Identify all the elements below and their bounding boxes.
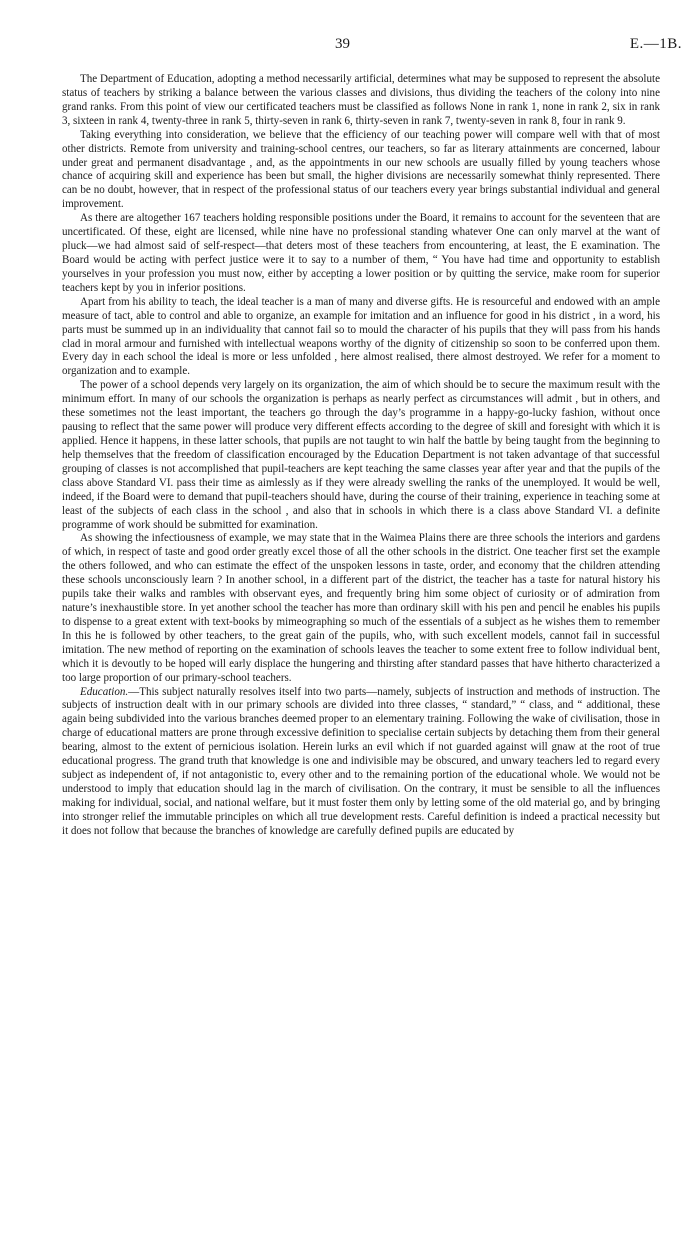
education-text: —This subject naturally resolves itself into two parts—namely, subjects of instruction and methods of instruction. The subjects of instruction dealt with in our primary schools are divided into three classes, “ standard,” “ class, and “ additional, these again being subdivided into the various branches deemed proper to an elementary training. Following the wake of civilisation, those in charge of educational matters are prone through excessive definition to specialise certain subjects by detaching them from their general bearing, almost to the extent of pernicious isolation. Herein lurks an evil which if not guarded against will gnaw at the root of true educational progress. The grand truth that knowledge is one and indivisible may be obscured, and unwary teachers led to regard every subject as independent of, if not antagonistic to, every other and to the remaining portion of the educational whole. We would not be understood to imply that education should lag in the march of civilisation. On the contrary, it must be sensible to all the influences making for individual, social, and national welfare, but it must foster them only by letting some of the old material go, and by bringing into stronger relief the immutable principles on which all true development rests. Careful definition is indeed a practical necessity but it does not follow that because the branches of knowledge are carefully defined pupils are educated by bbox=[62, 685, 660, 837]
paragraph-teacher-ranks: The Department of Education, adopting a method necessarily artificial, determines what may be supposed to represent the absolute status of teachers by striking a balance between the various classes and divisions, thus dividing the teachers of the colony into nine grand ranks. From this point of view our certificated teachers must be classified as follows None in rank 1, none in rank 2, six in rank 3, sixteen in rank 4, twenty-three in rank 5, thirty-seven in rank 6, thirty-seven in rank 7, twenty-seven in rank 8, four in rank 9. bbox=[62, 73, 660, 127]
paragraph-teaching-efficiency: Taking everything into consideration, we believe that the efficiency of our teaching power will compare well with that of most other districts. Remote from university and training-school centres, our teachers, so far as literary attainments are concerned, labour under great and permanent disadvantage , and, as the appointments in our new schools are usually filled by young teachers whose chance of acquiring skill and experience has been but small, the higher divisions are necessarily somewhat thinly represented. There can be no doubt, however, that in respect of the professional status of our teachers every year brings substantial individual and general improvement. bbox=[62, 128, 660, 211]
education-heading: Education. bbox=[80, 685, 129, 698]
document-reference: E.—1B. bbox=[629, 36, 682, 52]
paragraph-ideal-teacher: Apart from his ability to teach, the ideal teacher is a man of many and diverse gifts. He is resourceful and endowed with an ample measure of tact, able to control and able to organize, an example for imitation and an influence for good in his district , in a word, his parts must be summed up in an individuality that cannot fail so to mould the character of his pupils that they will pass from his hands clad in moral armour and furnished with intellectual weapons worthy of the dignity of citizenship so soon to be conferred upon them. Every day in each school the ideal is more or less unfolded , here almost realised, there almost destroyed. We refer for a moment to organization and to example. bbox=[62, 295, 660, 378]
page-number: 39 bbox=[335, 36, 350, 52]
paragraph-uncertificated-teachers: As there are altogether 167 teachers holding responsible positions under the Board, it remains to account for the seventeen that are uncertificated. Of these, eight are licensed, while nine have no professional standing whatever One can only marvel at the want of pluck—we had almost said of self-respect—that deters most of these teachers from encountering, at least, the E examination. The Board would be acting with perfect justice were it to say to a number of them, “ You have had time and opportunity to establish yourselves in your profession you must now, either by accepting a lower position or by quitting the service, make room for superior teachers kept by you in inferior positions. bbox=[62, 212, 660, 294]
paragraph-example: As showing the infectiousness of example, we may state that in the Waimea Plains there are three schools the interiors and gardens of which, in respect of taste and good order greatly excel those of all the other schools in the district. One teacher first set the example the others followed, and who can estimate the effect of the unspoken lessons in taste, order, and economy that the children attending these schools unconsciously learn ? In another school, in a different part of the district, the teacher has a taste for natural history his pupils take their walks and rambles with observant eyes, and frequently bring him some object of curiosity or of admiration from nature’s inexhaustible store. In yet another school the teacher has more than ordinary skill with his pen and pencil he enables his pupils to dispense to a great extent with text-books by mimeographing so much of the essentials of a subject as he wishes them to remember In this he is followed by other teachers, to the great gain of the pupils, who, with such excellent models, cannot fail in successful imitation. The new method of reporting on the examination of schools leaves the teacher to some extent free to follow individual bent, which it is devoutly to be hoped will early displace the hungering and thirsting after standard passes that have hitherto characterized a too large proportion of our primary-school teachers. bbox=[62, 532, 660, 684]
paragraph-education bbox=[62, 686, 660, 839]
report-body bbox=[62, 73, 660, 839]
paragraph-organization: The power of a school depends very largely on its organization, the aim of which should be to secure the maximum result with the minimum effort. In many of our schools the organization is perhaps as nearly perfect as circumstances will admit , but in others, and these sometimes not the least important, the teachers go through the day’s programme in a happy-go-lucky fashion, without once pausing to reflect that the same power will produce very different effects according to the degree of skill and foresight with which it is applied. Hence it happens, in these latter schools, that pupils are not taught to win half the battle by being taught from the beginning to help themselves that the freedom of classification encouraged by the Education Department is not taken advantage of that successful grouping of classes is not accomplished that pupil-teachers are kept teaching the same classes year after year and that the pupils of the class above Standard VI. pass their time as aimlessly as if they were already swelling the ranks of the unemployed. It would be well, indeed, if the Board were to demand that pupil-teachers should have, during the course of their training, experience in teaching some at least of the subjects of each class in the school , and also that in schools in which there is a class above Standard VI. a definite programme of work should be submitted for examination. bbox=[62, 379, 660, 531]
page-header bbox=[0, 36, 700, 58]
